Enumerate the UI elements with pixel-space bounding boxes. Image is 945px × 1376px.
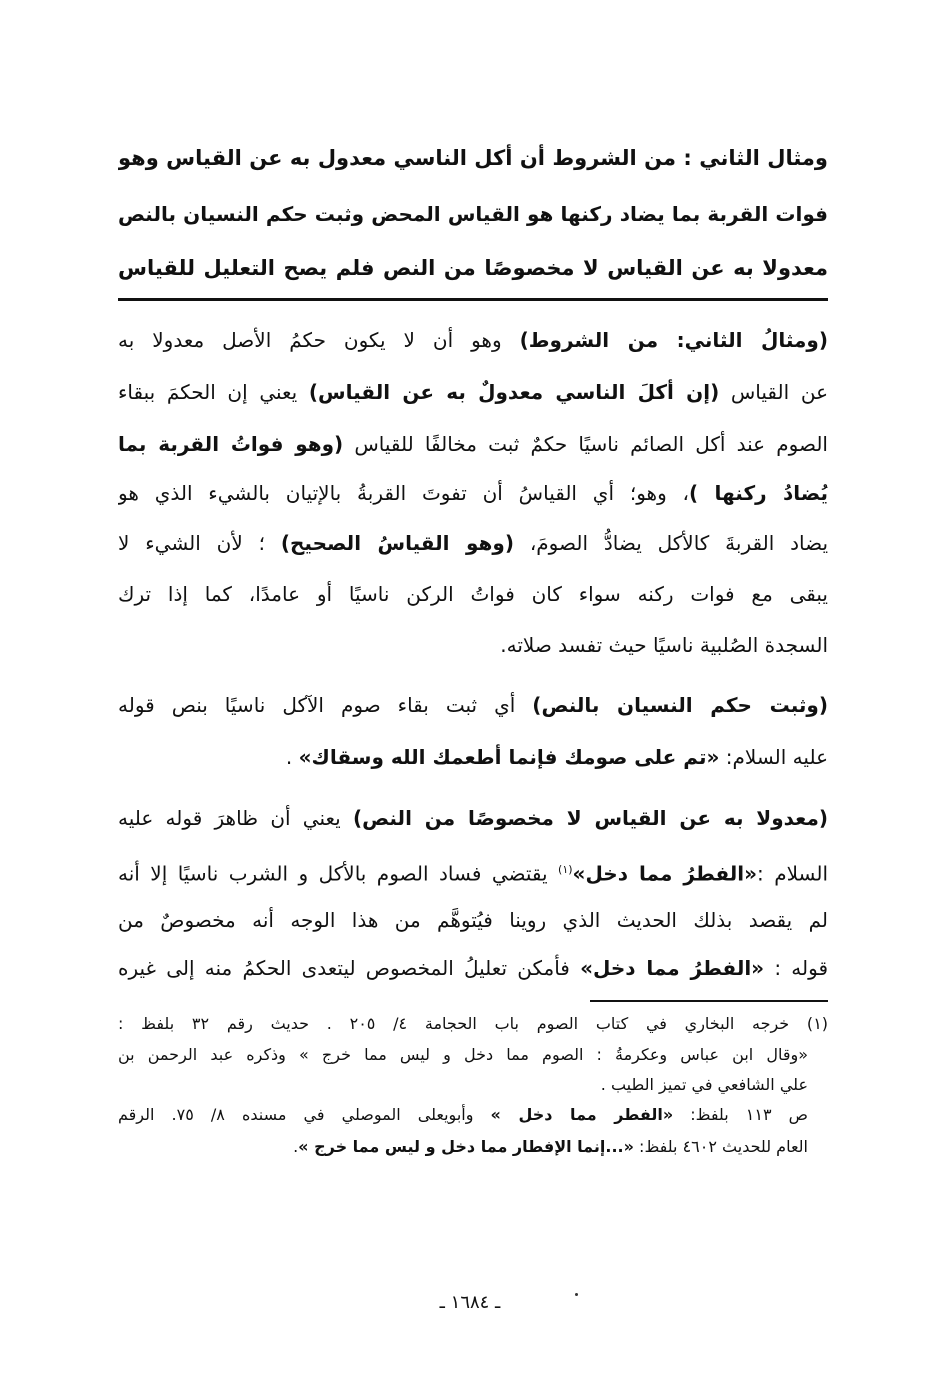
text-segment: عليه السلام: <box>719 745 828 769</box>
text-line <box>118 143 828 173</box>
text-line <box>118 579 828 609</box>
text-line <box>118 377 828 407</box>
bold-text-segment: (وهو فواتُ القربة بما <box>118 432 344 456</box>
text-segment: فأمكن تعليلُ المخصوص ليتعدى الحكمُ منه إلى غيره <box>118 956 581 980</box>
text-line <box>118 690 828 720</box>
text-line <box>118 1042 808 1068</box>
section-divider <box>118 298 828 301</box>
bold-text-segment: (معدولا به عن القياس لا مخصوصًا من النص) <box>352 806 828 830</box>
text-segment: عن القياس <box>719 380 828 404</box>
text-line <box>118 1072 808 1098</box>
text-line <box>118 199 828 229</box>
text-line <box>118 1134 808 1160</box>
bold-text-segment: (وهو القياسُ الصحيح) <box>280 531 514 555</box>
text-segment: يضاد القربةَ كالأكل يضادُّ الصومَ، <box>513 531 828 555</box>
scan-speck <box>575 1293 578 1296</box>
text-line <box>118 803 828 833</box>
text-line <box>118 1102 808 1128</box>
text-segment: . <box>293 1137 299 1156</box>
bold-text-segment: معدولا به عن القياس لا مخصوصًا من النص فلم يصح التعليل للقياس <box>118 256 828 280</box>
text-segment: . <box>285 745 299 769</box>
bold-text-segment: «الفطر مما دخل » <box>490 1105 674 1124</box>
text-segment: السلام : <box>757 861 828 886</box>
text-segment: يعني إن الحكمَ ببقاء <box>118 380 309 404</box>
text-segment: قوله : <box>764 956 828 980</box>
page-number: ـ ١٦٨٤ ـ <box>439 1292 501 1313</box>
bold-text-segment: (وثبت حكم النسيان بالنص) <box>532 693 828 717</box>
bold-text-segment: «...إنما الإفطار مما دخل و ليس مما خرج » <box>298 1137 634 1156</box>
text-line <box>118 630 828 660</box>
text-line <box>118 742 828 772</box>
bold-text-segment: يُضادُ ركنها ) <box>689 481 828 505</box>
footnote-divider <box>590 1000 828 1002</box>
text-line <box>118 855 828 889</box>
text-segment: العام للحديث ٤٦٠٢ بلفظ: <box>633 1137 808 1156</box>
text-segment: يبقى مع فوات ركنه سواء كان فواتُ الركن ناسيًا أو عامدًا، كما إذا ترك <box>118 582 828 606</box>
text-segment: (١) خرجه البخاري في كتاب الصوم باب الحجامة ٤/ ٢٠٥ . حديث رقم ٣٢ بلفظ : <box>118 1014 828 1033</box>
bold-text-segment: ومثال الثاني : من الشروط أن أكل الناسي معدول به عن القياس وهو <box>118 146 828 170</box>
bold-text-segment: «تم على صومك فإنما أطعمك الله وسقاك» <box>298 745 720 769</box>
text-segment: لم يقصد بذلك الحديث الذي روينا فيُتوهَّم من هذا الوجه أنه مخصوصٌ من <box>118 908 828 932</box>
text-segment: وأبويعلى الموصلي في مسنده ٨/ ٧٥. الرقم <box>118 1105 491 1124</box>
text-segment: علي الشافعي في تميز الطيب . <box>600 1075 808 1094</box>
text-line <box>118 325 828 355</box>
bold-text-segment: (إن أكلَ الناسي معدولٌ به عن القياس) <box>308 380 720 404</box>
text-line <box>118 478 828 508</box>
text-segment: ؛ لأن الشيء لا <box>118 531 281 555</box>
text-line <box>118 528 828 558</box>
text-segment: الصوم عند أكل الصائم ناسيًا حكمٌ ثبت مخالفًا للقياس <box>343 432 828 456</box>
footnote-reference[interactable]: (١) <box>558 863 573 876</box>
text-segment: ص ١١٣ بلفظ: <box>673 1105 808 1124</box>
text-line <box>118 905 828 935</box>
bold-text-segment: فوات القربة بما يضاد ركنها هو القياس المحض وثبت حكم النسيان بالنص <box>118 202 828 226</box>
text-segment: يقتضي فساد الصوم بالأكل و الشرب ناسيًا إلا أنه <box>118 861 559 886</box>
text-segment: وهو أن لا يكون حكمُ الأصل معدولا به <box>118 328 520 352</box>
text-segment: أي ثبت بقاء صوم الآكل ناسيًا بنص قوله <box>118 693 533 717</box>
text-line <box>118 953 828 983</box>
text-segment: ، وهو؛ أي القياسُ أن تفوتَ القربةُ بالإتيان بالشيء الذي هو <box>118 481 689 505</box>
text-segment: يعني أن ظاهرَ قوله عليه <box>118 806 353 830</box>
text-line <box>118 1011 828 1037</box>
bold-text-segment: «الفطرُ مما دخل» <box>572 861 757 886</box>
bold-text-segment: «الفطرُ مما دخل» <box>580 956 765 980</box>
text-segment: السجدة الصُلبية ناسيًا حيث تفسد صلاته. <box>500 633 828 657</box>
text-line <box>118 253 828 283</box>
text-line <box>118 429 828 459</box>
text-segment: «وقال ابن عباس وعكرمةُ : الصوم مما دخل و ليس مما خرج » وذكره عبد الرحمن بن <box>118 1045 808 1064</box>
bold-text-segment: (ومثالُ الثاني: من الشروط) <box>519 328 828 352</box>
